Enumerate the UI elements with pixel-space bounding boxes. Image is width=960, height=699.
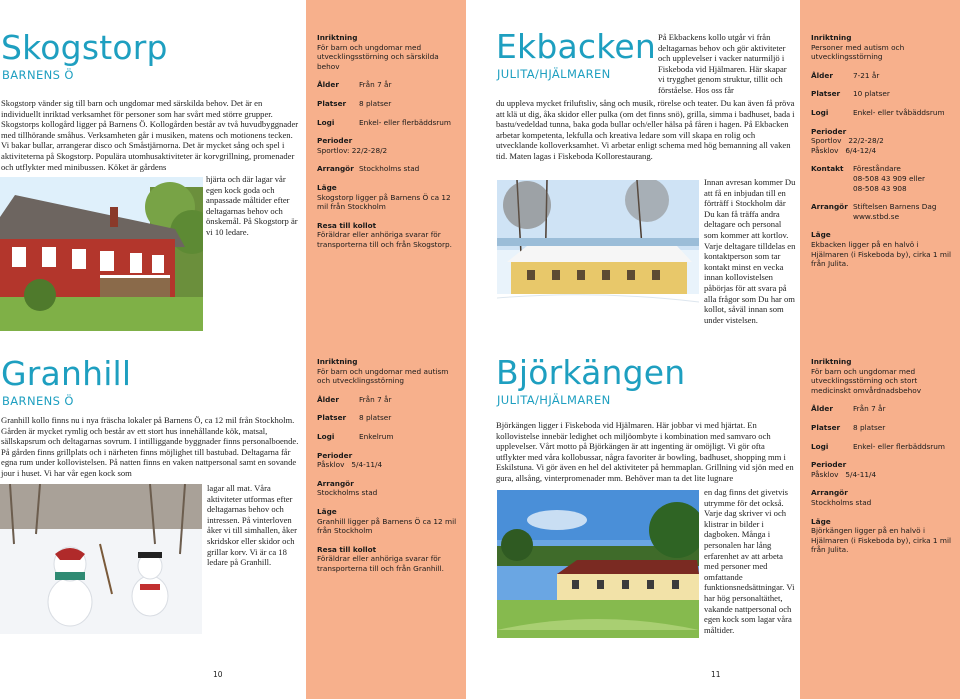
ekbacken-text-right: På Ekbackens kollo utgår vi från deltagarnas behov och gör aktiviteter och upplevelser i vacker naturmiljö i Fiskeboda vid Hjälmaren. Här skapar vi trygghet genom struktur, tillit och förståelse. Hos oss får [658,32,787,95]
bjorkangen-subtitle: JULITA/HJÄLMAREN [497,393,611,407]
ekbacken-text: du uppleva mycket friluftsliv, sång och musik, rörelse och teater. Du kan även få pröva att klä ut dig, åka skidor eller pulka (om det finns snö), grilla, simma i badhuset, bada i bastu/vedeldad tunna, baka goda bullar och/eller hälsa på fåren i hagen. På Ekbacken arbetar kompetenta, lekfulla och kreativa ledare som vill skapa en rolig och utvecklande kolloverksamhet. Vi arbetar enligt schema med hög bemanning all vaken tid. Maten lagas i Fiskeboda Kollorestaurang. [496,98,795,161]
skogstorp-photo [0,177,203,331]
bjorkangen-info: Inriktning För barn och ungdomar med utvecklingsstörning och stort medicinskt omvårdnadsbehov Ålder Från 7 år Platser 8 platser Logi Enkel- eller flerbäddsrum Perioder Påsklov 5/4-11/4 Arrangör Stockholms stad Läge Björkängen ligger på en halvö i Hjälmaren (i Fiskeboda by), cirka 1 mil från Julita. [811,357,952,555]
granhill-photo [0,484,202,634]
granhill-title: Granhill [1,354,132,393]
skogstorp-text: Skogstorp vänder sig till barn och ungdomar med särskilda behov. Det är en individuellt inriktad verksamhet för personer som har svårt med större grupper. Skogstorps kollogård ligger på Barnens Ö. Kollogården består av två huvudbyggnader med tillhörande småhus. Verksamheten går i musiken, matens och motionens tecken. Vi bakar bullar, arrangerar disco och Småstjärnorna. Det är mycket sång och spel i aktiviteterna på Skogstorp. Populära utomhusaktiviteter är korvgrillning, promenader och utflykter med minibussen. Köket är gårdens [1,98,299,172]
ekbacken-text-side: Innan avresan kommer Du att få en inbjudan till en förträff i Stockholm där Du kan få träffa andra deltagare och personal som kommer att kortlov. Varje deltagare tilldelas en kontaktperson som tar kontakt minst en vecka innan kollovistelsen påbörjas för att svara på alla frågor som Du har om kollot, såväl innan som under vistelsen. [704,177,796,325]
page-number-right: 11 [711,670,721,679]
granhill-text: Granhill kollo finns nu i nya fräscha lokaler på Barnens Ö, ca 12 mil från Stockholm. Gården är mycket rymlig och består av ett stort hus innehållande kök, matsal, sällskapsrum och deltagarnas sovrum. I intilliggande byggnader finns personalboende. På gården finns grillplats och i närheten finns möjlighet till bastubad. Deltagarna får egna rum under kollovistelsen. På natten finns en vaken nattpersonal samt en sovande jour i huset. Vi har vår egen kock som [1,415,299,478]
bjorkangen-title: Björkängen [496,353,686,392]
ekbacken-subtitle: JULITA/HJÄLMAREN [497,67,611,81]
skogstorp-text-side: hjärta och där lagar vår egen kock goda och anpassade måltider efter deltagarnas behov och önskemål. På Skogstorp är vi 10 ledare. [206,174,298,237]
ekbacken-info: Inriktning Personer med autism och utvecklingsstörning Ålder 7-21 år Platser 10 platser Logi Enkel- eller tvåbäddsrum Perioder Sportlov 22/2-28/2 Påsklov 6/4-12/4 Kontakt Föreståndare 08-508 43 909 eller 08-508 43 908 Arrangör Stiftelsen Barnens Dag www.stbd.se Läge Ekbacken ligger på en halvö i Hjälmaren (i Fiskeboda by), cirka 1 mil från Julita. [811,33,952,269]
bjorkangen-text: Björkängen ligger i Fiskeboda vid Hjälmaren. Här jobbar vi med hjärtat. En kollovistelse innebär ledighet och miljöombyte i kombination med samvaro och upplevelser. Vårt motto på Björkängen är att ingenting är omöjligt. Vi gör ofta utflykter med våra kollobussar, några favoriter är bowling, badhuset, shopping mm i Eskilstuna. Vi gör även en hel del aktiviteter på hemmaplan. Grillning vid sjön med en gura, allsång, vinterpromenader mm. Behöver man ta det lite lugnare [496,420,794,483]
ekbacken-title: Ekbacken [496,27,657,66]
bjorkangen-text-side: en dag finns det givetvis utrymme för det också. Varje dag skriver vi och klistrar in bilder i dagboken. Många i personalen har lång erfarenhet av att arbeta med personer med omfattande funktionsnedsättningar. Vi har hög personaltäthet, vakande nattpersonal och egen kock som lagar våra måltider. [704,487,795,635]
granhill-info: Inriktning För barn och ungdomar med autism och utvecklingsstörning Ålder Från 7 år Platser 8 platser Logi Enkelrum Perioder Påsklov 5/4-11/4 Arrangör Stockholms stad Läge Granhill ligger på Barnens Ö ca 12 mil från Stockholm Resa till kollot Föräldrar eller anhöriga svarar för transporterna till och från Granhill. [317,357,457,573]
page-number-left: 10 [213,670,223,679]
granhill-text-side: lagar all mat. Våra aktiviteter utformas efter deltagarnas behov och intressen. På vinterloven åker vi till simhallen, åker skridskor eller skidor och grillar korv. Vi är ca 18 ledare på Granhill. [207,483,297,568]
bjorkangen-photo [497,490,699,638]
skogstorp-info: Inriktning För barn och ungdomar med utvecklingsstörning och särskilda behov Ålder Från 7 år Platser 8 platser Logi Enkel- eller flerbäddsrum Perioder Sportlov: 22/2-28/2 Arrangör Stockholms stad Läge Skogstorp ligger på Barnens Ö ca 12 mil från Stockholm Resa till kollot Föräldrar eller anhöriga svarar för transporterna till och från Skogstorp. [317,33,452,249]
granhill-subtitle: BARNENS Ö [2,394,74,408]
ekbacken-photo [497,180,699,334]
skogstorp-subtitle: BARNENS Ö [2,68,74,82]
skogstorp-title: Skogstorp [1,28,168,67]
